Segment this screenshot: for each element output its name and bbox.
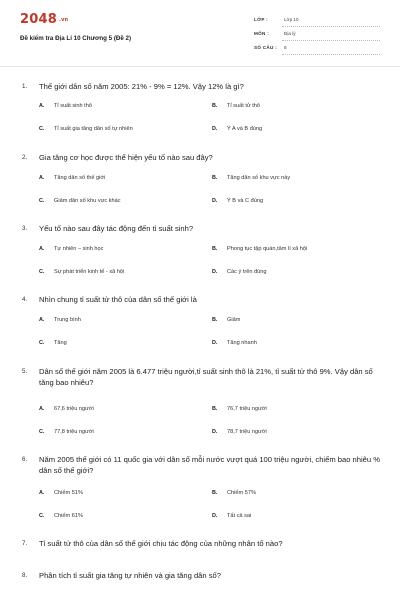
option-letter: D. — [212, 126, 218, 132]
option-text: Tăng dân số khu vực này — [227, 175, 291, 181]
option-text: 67,6 triệu người — [54, 406, 94, 412]
question-1 — [22, 81, 382, 141]
option-letter: D. — [212, 429, 218, 435]
option-letter: C. — [39, 198, 45, 204]
meta-label-subject: MÔN : — [254, 31, 270, 36]
question-text: Tỉ suất tử thô của dân số thế giới chịu tác động của những nhân tố nào? — [39, 539, 283, 548]
logo-suffix: .vn — [58, 16, 69, 23]
option-text: Tự nhiên – sinh học — [54, 246, 104, 252]
option-text: 76,7 triệu người — [227, 406, 267, 412]
option-letter: D. — [212, 198, 218, 204]
meta-value-class: Lớp 10 — [284, 17, 299, 22]
option-letter: A. — [39, 406, 45, 412]
meta-class — [254, 17, 380, 27]
question-text: Yếu tố nào sau đây tác động đến tỉ suất sinh? — [39, 224, 194, 233]
meta-value-count: 8 — [284, 45, 287, 50]
question-3 — [22, 223, 382, 283]
question-number: 5. — [22, 368, 28, 375]
meta-label-class: LỚP : — [254, 17, 269, 22]
option-text: Tỉ suất gia tăng dân số tự nhiên — [54, 126, 133, 132]
option-text: Tỉ suất sinh thô — [54, 103, 92, 109]
meta-value-subject: Địa lý — [284, 31, 296, 36]
option-text: Sự phát triển kinh tế - xã hội — [54, 269, 125, 275]
question-4 — [22, 294, 382, 354]
question-number: 1. — [22, 83, 28, 90]
logo-text: 2048 — [20, 12, 57, 27]
option-letter: B. — [212, 246, 218, 252]
question-text: Năm 2005 thế giới có 11 quốc gia với dân số mỗi nước vượt quá 100 triệu người, chiếm bao nhiêu % dân số thế giới? — [39, 455, 380, 475]
page-header — [0, 0, 400, 68]
option-text: Tăng — [54, 340, 67, 346]
question-text: Gia tăng cơ học được thể hiện yếu tố nào sau đây? — [39, 153, 213, 162]
question-number: 4. — [22, 296, 28, 303]
option-letter: C. — [39, 126, 45, 132]
option-text: Giảm dân số khu vực khác — [54, 198, 121, 204]
option-text: Tăng dân số thế giới — [54, 175, 106, 181]
option-text: Ý A và B đúng — [227, 126, 263, 132]
option-text: Tăng nhanh — [227, 340, 257, 346]
option-letter: A. — [39, 175, 45, 181]
option-text: 78,7 triệu người — [227, 429, 267, 435]
question-number: 3. — [22, 225, 28, 232]
option-letter: A. — [39, 490, 45, 496]
option-letter: C. — [39, 429, 45, 435]
option-letter: D. — [212, 269, 218, 275]
option-text: Phong tục tập quán,tâm lí xã hội — [227, 246, 308, 252]
question-number: 6. — [22, 456, 28, 463]
meta-label-count: SỐ CÂU : — [254, 45, 278, 50]
meta-subject — [254, 31, 380, 41]
option-letter: B. — [212, 490, 218, 496]
question-number: 8. — [22, 572, 28, 579]
question-6 — [22, 454, 382, 530]
question-7 — [22, 538, 382, 552]
option-letter: C. — [39, 513, 45, 519]
header-divider — [0, 66, 400, 67]
option-letter: A. — [39, 246, 45, 252]
question-text: Nhìn chung tỉ suất tử thô của dân số thế giới là — [39, 295, 197, 304]
option-text: Chiếm 61% — [54, 513, 83, 519]
option-letter: D. — [212, 340, 218, 346]
question-text: Dân số thế giới năm 2005 là 6.477 triệu người,tỉ suất sinh thô là 21%, tỉ suất tử thô 9%. Vậy dân số tăng bao nhiêu? — [39, 367, 373, 387]
option-text: Ý B và C đúng — [227, 198, 264, 204]
question-number: 7. — [22, 540, 28, 547]
option-text: Chiếm 57% — [227, 490, 256, 496]
meta-count — [254, 45, 380, 55]
option-letter: D. — [212, 513, 218, 519]
question-5 — [22, 366, 382, 442]
option-letter: B. — [212, 103, 218, 109]
option-text: Tất cả sai — [227, 513, 252, 519]
option-letter: C. — [39, 269, 45, 275]
option-letter: B. — [212, 406, 218, 412]
meta-underline — [282, 54, 380, 55]
option-letter: B. — [212, 175, 218, 181]
question-text: Thế giới dân số năm 2005: 21% - 9% = 12%. Vậy 12% là gì? — [39, 82, 244, 91]
question-number: 2. — [22, 154, 28, 161]
meta-underline — [282, 26, 380, 27]
option-text: Tỉ suất tử thô — [227, 103, 260, 109]
option-letter: A. — [39, 103, 45, 109]
option-letter: B. — [212, 317, 218, 323]
option-letter: A. — [39, 317, 45, 323]
site-logo[interactable] — [20, 12, 68, 27]
option-text: Chiếm 51% — [54, 490, 83, 496]
option-text: Giảm — [227, 317, 241, 323]
option-letter: C. — [39, 340, 45, 346]
option-text: Trung bình — [54, 317, 81, 323]
option-text: Các ý trên đúng — [227, 269, 267, 275]
meta-underline — [282, 40, 380, 41]
question-8 — [22, 570, 382, 584]
question-text: Phân tích tỉ suất gia tăng tự nhiên và gia tăng dân số? — [39, 571, 221, 580]
question-2 — [22, 152, 382, 212]
option-text: 77,8 triệu người — [54, 429, 94, 435]
document-title: Đề kiểm tra Địa Lí 10 Chương 5 (Đề 2) — [20, 35, 132, 42]
